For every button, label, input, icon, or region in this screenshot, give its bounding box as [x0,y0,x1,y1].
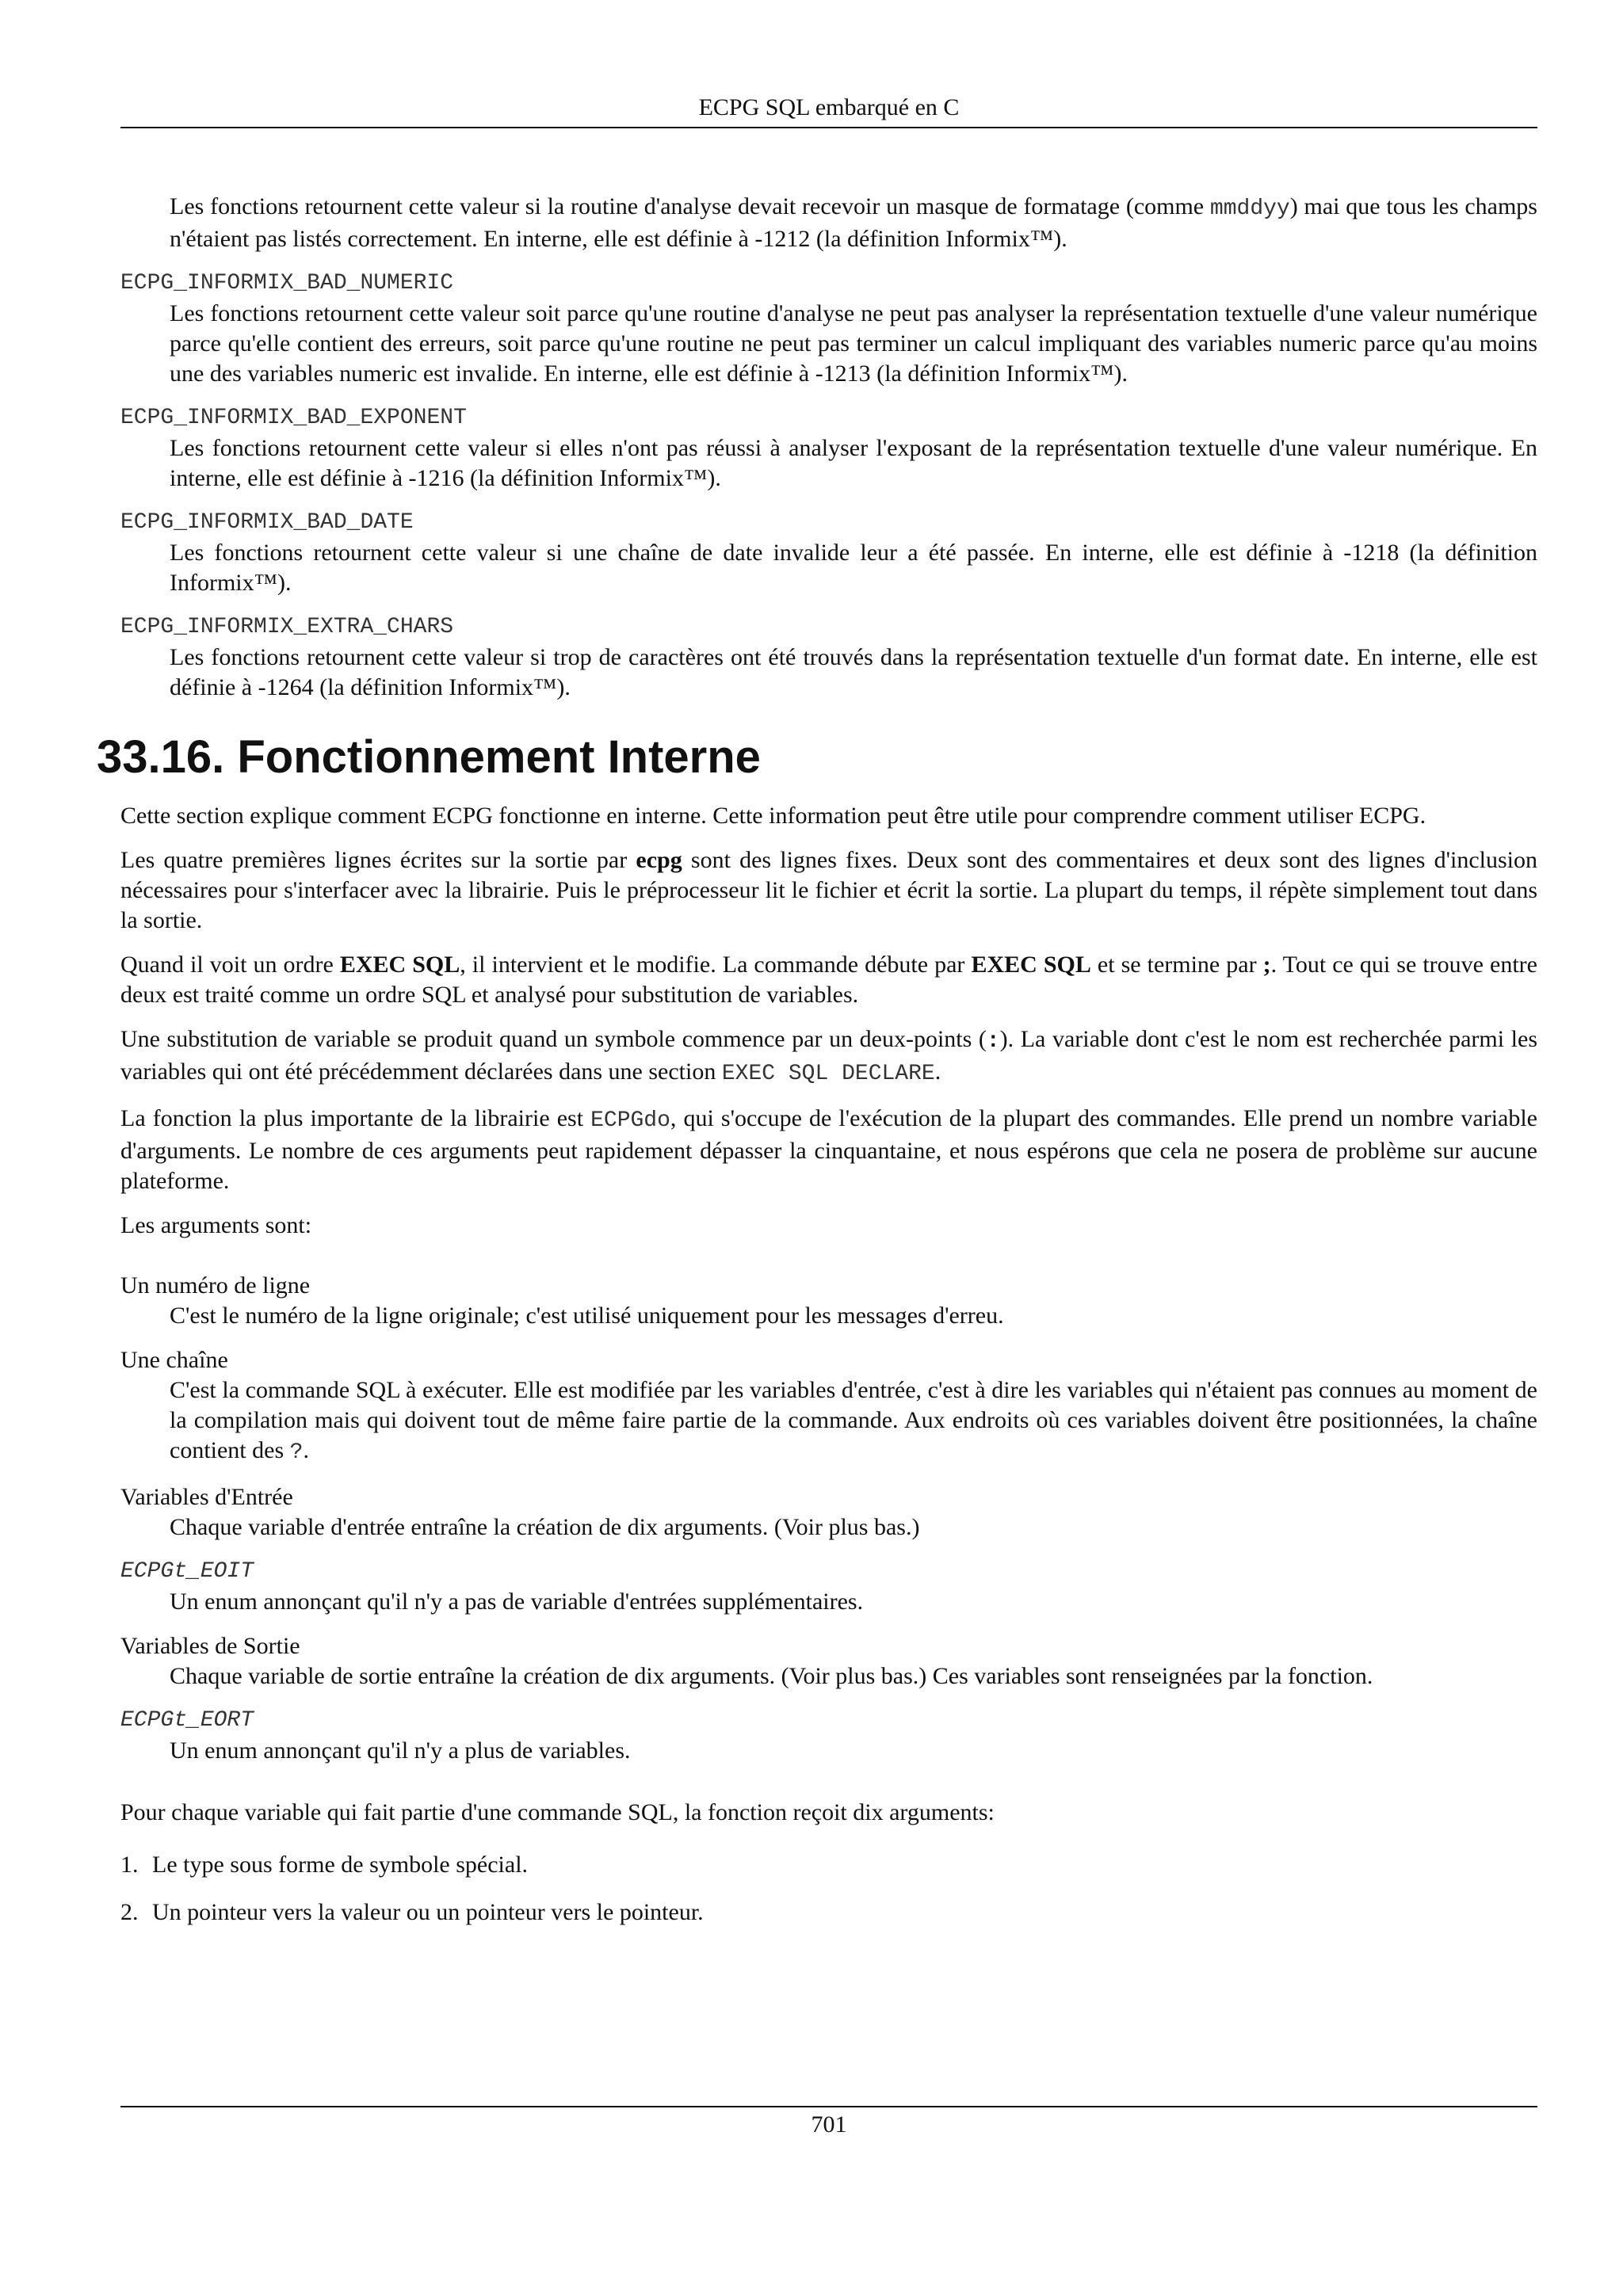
argument-description: C'est le numéro de la ligne originale; c'est utilisé uniquement pour les messages d'erreu. [170,1302,1004,1329]
argument-entry [120,1631,1537,1691]
text-run: . [303,1437,309,1463]
text-run: et se termine par [1090,952,1263,978]
text-run: sont des lignes fixes. Deux sont des commentaires et deux sont des lignes d'inclusion nécessaires pour s'interfacer avec la librairie. Puis le préprocesseur lit le fichier et écrit la sortie. La plupart du temps, il répète simplement tout dans la sortie. [120,847,1537,933]
error-entry [120,508,1537,598]
error-term: ECPG_INFORMIX_BAD_NUMERIC [120,271,454,296]
error-term: ECPG_INFORMIX_EXTRA_CHARS [120,615,454,639]
argument-term: Variables d'Entrée [120,1484,293,1510]
paragraph-ten-arguments: Pour chaque variable qui fait partie d'une commande SQL, la fonction reçoit dix arguments: [120,1799,995,1825]
argument-description: Chaque variable d'entrée entraîne la création de dix arguments. (Voir plus bas.) [170,1514,920,1540]
intro-description [170,192,1537,254]
paragraph-arguments-intro: Les arguments sont: [120,1212,312,1238]
page-content [97,192,1537,1945]
argument-entry [120,1345,1537,1468]
error-term: ECPG_INFORMIX_BAD_DATE [120,510,414,535]
text-run: . Tout ce qui se trouve entre deux est traité comme un ordre SQL et analysé pour substitution de variables. [120,952,1537,1008]
text-run: , il intervient et le modifie. La commande débute par [460,952,972,978]
intro-text-before: Les fonctions retournent cette valeur si la routine d'analyse devait recevoir un masque de formatage (comme [170,193,1210,219]
argument-description: Un enum annonçant qu'il n'y a plus de variables. [170,1737,631,1764]
text-run: Une substitution de variable se produit quand un symbole commence par un deux-points ( [120,1026,987,1052]
code-inline: EXEC SQL DECLARE [721,1062,935,1086]
error-description: Les fonctions retournent cette valeur si une chaîne de date invalide leur a été passée. En interne, elle est définie à -1218 (la définition Informix™). [170,540,1537,596]
error-entry [120,612,1537,703]
text-run: Quand il voit un ordre [120,952,340,978]
error-entry [120,269,1537,389]
running-header: ECPG SQL embarqué en C [698,94,960,120]
command-name: ecpg [636,847,682,873]
argument-entry [120,1706,1537,1766]
error-term: ECPG_INFORMIX_BAD_EXPONENT [120,406,467,430]
list-item [120,1850,1537,1880]
header-rule [120,127,1537,128]
list-text: Un pointeur vers la valeur ou un pointeur vers le pointeur. [152,1899,704,1925]
paragraph-exec-sql [120,950,1537,1010]
argument-description [170,1375,1537,1468]
footer-rule [120,2106,1537,2107]
intro-text-after: ) mai que tous les champs n'étaient pas listés correctement. En interne, elle est définie à -1212 (la définition Informix™). [170,193,1537,252]
text-run: . [934,1058,941,1085]
error-description: Les fonctions retournent cette valeur si elles n'ont pas réussi à analyser l'exposant de la représentation textuelle d'une valeur numérique. En interne, elle est définie à -1216 (la définition Informix™). [170,435,1537,491]
paragraph-ecpgdo [120,1104,1537,1196]
text-run: ). La variable dont c'est le nom est recherchée parmi les variables qui ont été précédemment déclarées dans une section [120,1026,1537,1085]
error-description: Les fonctions retournent cette valeur si trop de caractères ont été trouvés dans la représentation textuelle d'un format date. En interne, elle est définie à -1264 (la définition Informix™). [170,644,1537,700]
code-inline: ECPGdo [590,1108,670,1133]
error-description: Les fonctions retournent cette valeur soit parce qu'une routine d'analyse ne peut pas analyser la représentation textuelle d'une valeur numérique parce qu'elle contient des erreurs, soit parce qu'une routine ne peut pas terminer un calcul impliquant des variables numeric parce qu'au moins une des variables numeric est invalide. En interne, elle est définie à -1213 (la définition Informix™). [170,300,1537,387]
argument-term: ECPGt_EOIT [120,1559,254,1584]
argument-description: Chaque variable de sortie entraîne la création de dix arguments. (Voir plus bas.) Ces variables sont renseignées par la fonction. [170,1663,1373,1689]
intro-entry [120,192,1537,254]
argument-entry [120,1271,1537,1331]
error-entry [120,403,1537,494]
list-number: 2. [120,1899,139,1925]
argument-term: ECPGt_EORT [120,1708,254,1733]
colon-symbol: : [986,1029,1000,1054]
keyword: EXEC SQL [339,952,460,978]
list-item [120,1897,1537,1928]
argument-description: Un enum annonçant qu'il n'y a pas de variable d'entrées supplémentaires. [170,1589,864,1615]
text-run: C'est la commande SQL à exécuter. Elle est modifiée par les variables d'entrée, c'est à dire les variables qui n'étaient pas connues au moment de la compilation mais qui doivent tout de même faire partie de la commande. Aux endroits où ces variables doivent être positionnées, la chaîne contient des [170,1377,1537,1463]
argument-term: Un numéro de ligne [120,1272,311,1299]
paragraph-substitution [120,1024,1537,1089]
keyword: ; [1262,952,1271,978]
ordered-list [120,1850,1537,1928]
intro-code: mmddyy [1209,196,1290,221]
code-inline: ? [289,1440,304,1465]
argument-term: Variables de Sortie [120,1633,300,1659]
page-number: 701 [811,2111,847,2138]
text-run: La fonction la plus importante de la librairie est [120,1105,591,1131]
keyword: EXEC SQL [971,952,1091,978]
argument-entry [120,1482,1537,1543]
list-text: Le type sous forme de symbole spécial. [152,1852,529,1878]
text-run: Les quatre premières lignes écrites sur la sortie par [120,847,636,873]
text-run: , qui s'occupe de l'exécution de la plupart des commandes. Elle prend un nombre variable d'arguments. Le nombre de ces arguments peut rapidement dépasser la cinquantaine, et nous espérons que cela ne posera de problème sur aucune plateforme. [120,1105,1537,1194]
section-title: 33.16. Fonctionnement Interne [97,731,761,783]
argument-entry [120,1557,1537,1617]
argument-term: Une chaîne [120,1347,228,1373]
list-number: 1. [120,1852,139,1878]
paragraph-ecpg-output [120,845,1537,936]
paragraph-intro: Cette section explique comment ECPG fonctionne en interne. Cette information peut être utile pour comprendre comment utiliser ECPG. [120,803,1426,829]
